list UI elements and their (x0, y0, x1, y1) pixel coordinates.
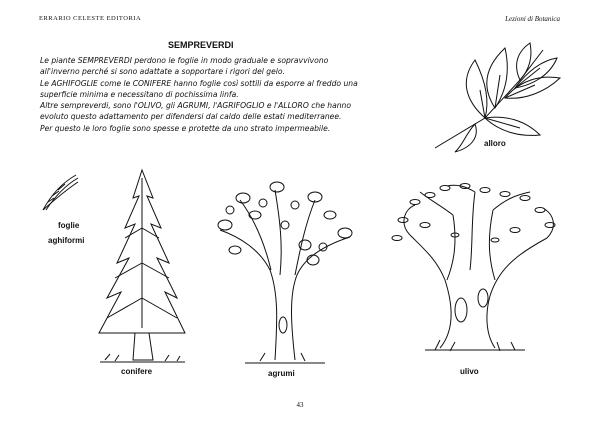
paragraph-line: Le piante SEMPREVERDI perdono le foglie in modo graduale e sopravvivono (40, 56, 329, 65)
publisher-header: ERRARIO CELESTE EDITORIA (39, 15, 142, 22)
page-number: 43 (296, 401, 304, 409)
label-foglie: foglie (58, 221, 80, 230)
paragraph-line: evoluto questo adattamento per difendersi dal caldo delle estati mediterranee. (40, 112, 342, 122)
needle-leaf-icon (40, 172, 80, 212)
laurel-branch-icon (425, 40, 565, 155)
label-ulivo: ulivo (460, 367, 479, 376)
paragraph-line: superficie minima e necessitano di pochissima linfa. (40, 89, 239, 99)
section-header: Lezioni di Botanica (505, 15, 560, 23)
label-alloro: alloro (484, 139, 506, 148)
paragraph-line: Per questo le loro foglie sono spesse e protette da uno strato impermeabile. (40, 123, 331, 133)
label-agrumi: agrumi (268, 369, 295, 378)
citrus-tree-icon (205, 175, 365, 370)
olive-tree-icon (385, 180, 565, 360)
paragraph-line: Altre sempreverdi, sono l'OLIVO, gli AGRUMI, l'AGRIFOGLIO e l'ALLORO che hanno (40, 101, 352, 111)
conifer-tree-icon (85, 168, 200, 373)
page-title: SEMPREVERDI (168, 40, 234, 50)
label-conifere: conifere (121, 367, 153, 376)
lesson-paragraph (40, 55, 400, 134)
paragraph-line: all'inverno perché si sono adattate a sopportare i rigori del gelo. (40, 67, 285, 77)
label-aghiformi: aghiformi (48, 236, 85, 245)
paragraph-line: Le AGHIFOGLIE come le CONIFERE hanno foglie così sottili da esporre al freddo una (40, 78, 358, 88)
